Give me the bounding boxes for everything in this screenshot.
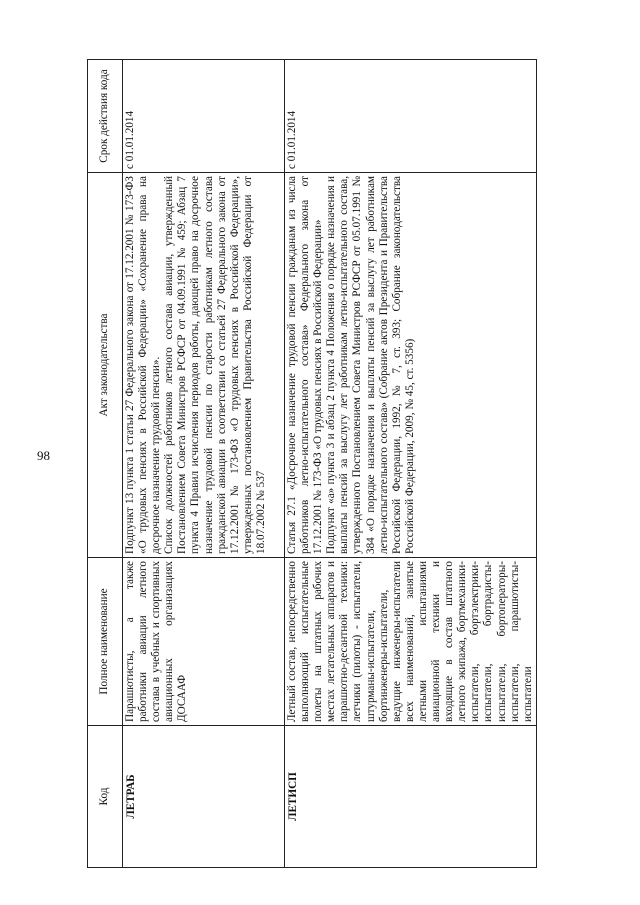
page-number: 98 (37, 448, 50, 463)
row-full-name: Парашютисты, а также работники авиации летного состава в учебных и спортивных авиационных организациях ДОСААФ (123, 558, 285, 726)
row-act (285, 173, 537, 558)
header-term: Срок действия кода (88, 60, 123, 173)
header-full-name: Полное наименование (88, 558, 123, 726)
header-code: Код (88, 726, 123, 868)
header-act: Акт законодательства (88, 173, 123, 558)
row-code: ЛЕТИСП (285, 726, 537, 868)
table-row (123, 60, 285, 868)
row-act (123, 173, 285, 558)
codes-table (87, 59, 537, 868)
act-paragraph: Статья 27.1 «Досрочное назначение трудовой пенсии гражданам из числа работников летно-испытательного состава» Федерального закона от 17.12.2001 № 173-ФЗ «О трудовых пенсиях в Российской Федерации» (286, 176, 325, 554)
act-paragraph: Подпункт 13 пункта 1 статьи 27 Федерального закона от 17.12.2001 № 173-ФЗ «О трудовых пенсиях в Российской Федерации» «Сохранение права на досрочное назначение трудовой пенсии». (124, 176, 163, 554)
table-header-row (88, 60, 123, 868)
rotated-table-container (87, 60, 582, 868)
act-paragraph: Список должностей работников летного состава авиации, утвержденный Постановлением Совета Министров РСФСР от 04.09.1991 № 459; Абзац 7 пункта 4 Правил исчисления периодов работы, дающей право на досрочное назначение трудовой пенсии по старости работникам летного состава гражданской авиации в соответствии со статьей 27 Федерального закона от 17.12.2001 № 173-ФЗ «О трудовых пенсиях в Российской Федерации», утвержденных постановлением Правительства Российской Федерации от 18.07.2002 № 537 (163, 176, 267, 554)
table-row (285, 60, 537, 868)
row-term: с 01.01.2014 (285, 60, 537, 173)
row-term: с 01.01.2014 (123, 60, 285, 173)
act-paragraph: Подпункт «а» пункта 3 и абзац 2 пункта 4 Положения о порядке назначения и выплаты пенсий за выслугу лет работникам летно-испытательного состава, утвержденного Постановлением Совета Министров РСФСР от 05.07.1991 № 384 «О порядке назначения и выплаты пенсий за выслугу лет работникам летно-испытательного состава» (Собрание актов Президента и Правительства Российской Федерации, 1992, № 7, ст. 393; Собрание законодательства Российской Федерации, 2009, № 45, ст. 5356) (325, 176, 416, 554)
row-full-name: Летный состав, непосредственно выполняющий испытательные полеты на штатных рабочих местах летательных аппаратов и парашютно-десантной техники: летчики (пилоты) - испытатели, штурманы-испытатели, бортинженеры-испытатели, ведущие инженеры-испытатели всех наименований, занятые летными испытаниями авиационной техники и входящие в состав штатного летного экипажа, бортмеханики-испытатели, бортэлектрики-испытатели, бортрадисты-испытатели, бортоператоры-испытатели, парашютисты-испытатели (285, 558, 537, 726)
row-code: ЛЕТРАБ (123, 726, 285, 868)
